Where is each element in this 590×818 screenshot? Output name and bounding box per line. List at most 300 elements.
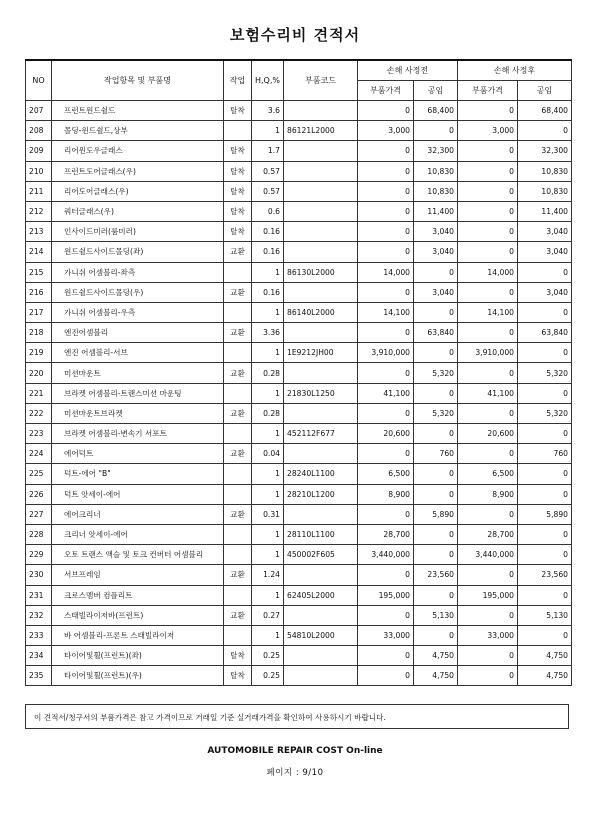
cell-before-labor: 10,830 — [414, 161, 458, 181]
cell-before-parts: 3,440,000 — [358, 545, 414, 565]
cell-before-labor: 11,400 — [414, 201, 458, 221]
cell-before-parts: 0 — [358, 646, 414, 666]
cell-before-labor: 0 — [414, 524, 458, 544]
cell-after-parts: 0 — [458, 666, 518, 686]
cell-item: 리어윈도우글래스 — [52, 141, 224, 161]
cell-after-parts: 0 — [458, 201, 518, 221]
cell-item: 오토 트랜스 액슬 및 토크 컨버터 어셈블리 — [52, 545, 224, 565]
cell-code — [284, 282, 358, 302]
cell-before-labor: 0 — [414, 585, 458, 605]
cell-before-parts: 195,000 — [358, 585, 414, 605]
table-row — [26, 444, 572, 464]
cell-code — [284, 242, 358, 262]
cell-code: 28240L1100 — [284, 464, 358, 484]
cell-code — [284, 101, 358, 121]
cell-after-labor: 0 — [518, 464, 572, 484]
cell-hours: 1 — [252, 625, 284, 645]
cell-after-parts: 33,000 — [458, 625, 518, 645]
cell-hours: 0.28 — [252, 403, 284, 423]
table-row — [26, 363, 572, 383]
cell-before-labor: 5,320 — [414, 403, 458, 423]
cell-no: 235 — [26, 666, 52, 686]
cell-before-labor: 10,830 — [414, 181, 458, 201]
cell-work — [224, 302, 252, 322]
cell-work: 탈착 — [224, 201, 252, 221]
cell-before-labor: 0 — [414, 302, 458, 322]
cell-before-labor: 23,560 — [414, 565, 458, 585]
cell-after-parts: 0 — [458, 444, 518, 464]
cell-no: 218 — [26, 323, 52, 343]
cell-work: 탈착 — [224, 161, 252, 181]
cell-after-parts: 0 — [458, 181, 518, 201]
cell-hours: 1.7 — [252, 141, 284, 161]
cell-hours: 0.16 — [252, 222, 284, 242]
header-item: 작업항목 및 부품명 — [52, 60, 224, 101]
cell-before-parts: 0 — [358, 141, 414, 161]
cell-after-parts: 14,000 — [458, 262, 518, 282]
cell-no: 223 — [26, 424, 52, 444]
cell-after-parts: 3,440,000 — [458, 545, 518, 565]
table-row — [26, 101, 572, 121]
cell-hours: 0.28 — [252, 363, 284, 383]
table-row — [26, 625, 572, 645]
cell-item: 브라켓 어셈블리-트랜스미션 마운팅 — [52, 383, 224, 403]
cell-after-labor: 0 — [518, 262, 572, 282]
cell-after-labor: 760 — [518, 444, 572, 464]
cell-before-parts: 0 — [358, 666, 414, 686]
cell-work — [224, 121, 252, 141]
table-row — [26, 565, 572, 585]
cell-after-labor: 0 — [518, 302, 572, 322]
cell-hours: 0.16 — [252, 282, 284, 302]
cell-no: 230 — [26, 565, 52, 585]
cell-before-parts: 41,100 — [358, 383, 414, 403]
cell-after-labor: 68,400 — [518, 101, 572, 121]
header-no: NO — [26, 60, 52, 101]
cell-after-labor: 4,750 — [518, 666, 572, 686]
footer-brand: AUTOMOBILE REPAIR COST On-line — [207, 746, 383, 756]
cell-work — [224, 343, 252, 363]
cell-no: 220 — [26, 363, 52, 383]
header-after: 손해 사정후 — [458, 60, 572, 81]
cell-before-parts: 0 — [358, 444, 414, 464]
cell-after-labor: 32,300 — [518, 141, 572, 161]
table-row — [26, 222, 572, 242]
cell-after-labor: 11,400 — [518, 201, 572, 221]
cell-no: 208 — [26, 121, 52, 141]
cell-work — [224, 383, 252, 403]
cell-hours: 1 — [252, 484, 284, 504]
cell-item: 엔진 어셈블리-서브 — [52, 343, 224, 363]
cell-hours: 1 — [252, 424, 284, 444]
cell-after-labor: 3,040 — [518, 242, 572, 262]
header-code: 부품코드 — [284, 60, 358, 101]
cell-after-labor: 0 — [518, 121, 572, 141]
cell-item: 윈드쉴드사이드몰딩(좌) — [52, 242, 224, 262]
cell-after-labor: 0 — [518, 484, 572, 504]
cell-no: 211 — [26, 181, 52, 201]
cell-code — [284, 565, 358, 585]
cell-work: 탈착 — [224, 181, 252, 201]
cell-no: 217 — [26, 302, 52, 322]
cell-no: 216 — [26, 282, 52, 302]
header-work: 작업 — [224, 60, 252, 101]
cell-hours: 1.24 — [252, 565, 284, 585]
cell-item: 몰딩-윈드쉴드,상부 — [52, 121, 224, 141]
header-after-parts: 부품가격 — [458, 81, 518, 101]
cell-item: 프런트도어글래스(우) — [52, 161, 224, 181]
cell-before-parts: 14,000 — [358, 262, 414, 282]
cell-hours: 0.6 — [252, 201, 284, 221]
cell-before-labor: 0 — [414, 424, 458, 444]
cell-work — [224, 262, 252, 282]
cell-hours: 3.6 — [252, 101, 284, 121]
cell-no: 228 — [26, 524, 52, 544]
cell-code — [284, 646, 358, 666]
cell-hours: 1 — [252, 545, 284, 565]
table-row — [26, 524, 572, 544]
cell-before-parts: 33,000 — [358, 625, 414, 645]
cell-work: 교환 — [224, 403, 252, 423]
cell-before-parts: 0 — [358, 161, 414, 181]
cell-hours: 0.31 — [252, 504, 284, 524]
cell-before-parts: 0 — [358, 181, 414, 201]
cell-before-parts: 0 — [358, 242, 414, 262]
header-hours: H,Q,% — [252, 60, 284, 101]
cell-work: 탈착 — [224, 646, 252, 666]
cell-work: 교환 — [224, 605, 252, 625]
table-row — [26, 161, 572, 181]
page-number: 페이지 : 9/10 — [266, 768, 324, 778]
cell-after-labor: 5,320 — [518, 363, 572, 383]
cell-item: 가니쉬 어셈블리-우측 — [52, 302, 224, 322]
cell-before-labor: 0 — [414, 464, 458, 484]
cell-code: 28210L1200 — [284, 484, 358, 504]
cell-after-parts: 0 — [458, 646, 518, 666]
cell-work: 교환 — [224, 363, 252, 383]
cell-after-labor: 0 — [518, 625, 572, 645]
cell-after-parts: 0 — [458, 504, 518, 524]
cell-before-parts: 0 — [358, 605, 414, 625]
document-title: 보험수리비 견적서 — [229, 26, 361, 44]
cell-after-labor: 63,840 — [518, 323, 572, 343]
table-row — [26, 504, 572, 524]
cell-code: 62405L2000 — [284, 585, 358, 605]
cell-hours: 1 — [252, 302, 284, 322]
cell-after-labor: 23,560 — [518, 565, 572, 585]
cell-before-labor: 5,320 — [414, 363, 458, 383]
header-before: 손해 사정전 — [358, 60, 458, 81]
cell-work: 교환 — [224, 323, 252, 343]
cell-work: 탈착 — [224, 222, 252, 242]
cell-after-parts: 0 — [458, 222, 518, 242]
cell-code — [284, 181, 358, 201]
cell-hours: 3.36 — [252, 323, 284, 343]
table-row — [26, 262, 572, 282]
cell-no: 215 — [26, 262, 52, 282]
table-row — [26, 121, 572, 141]
cell-item: 윈드쉴드사이드몰딩(우) — [52, 282, 224, 302]
cell-no: 214 — [26, 242, 52, 262]
cell-item: 덕트-에어 "B" — [52, 464, 224, 484]
cell-after-parts: 0 — [458, 101, 518, 121]
cell-work: 교환 — [224, 282, 252, 302]
cell-item: 브라켓 어셈블리-변속기 서포트 — [52, 424, 224, 444]
cell-hours: 0.57 — [252, 181, 284, 201]
cell-before-labor: 32,300 — [414, 141, 458, 161]
cell-no: 231 — [26, 585, 52, 605]
table-row — [26, 484, 572, 504]
cell-before-parts: 3,910,000 — [358, 343, 414, 363]
cell-work — [224, 545, 252, 565]
cell-item: 에어덕트 — [52, 444, 224, 464]
cell-after-parts: 0 — [458, 282, 518, 302]
table-row — [26, 585, 572, 605]
cell-after-parts: 28,700 — [458, 524, 518, 544]
cell-code: 54810L2000 — [284, 625, 358, 645]
cell-after-parts: 195,000 — [458, 585, 518, 605]
cell-code — [284, 161, 358, 181]
cell-work: 탈착 — [224, 101, 252, 121]
cell-item: 타이어및휠(프런트)(우) — [52, 666, 224, 686]
cell-after-labor: 0 — [518, 545, 572, 565]
cell-after-parts: 0 — [458, 141, 518, 161]
cell-work: 교환 — [224, 565, 252, 585]
cell-work: 교환 — [224, 444, 252, 464]
cell-no: 227 — [26, 504, 52, 524]
cell-after-labor: 10,830 — [518, 181, 572, 201]
cell-code — [284, 403, 358, 423]
cell-before-labor: 0 — [414, 121, 458, 141]
cell-hours: 0.25 — [252, 666, 284, 686]
cell-no: 210 — [26, 161, 52, 181]
table-row — [26, 424, 572, 444]
cell-before-labor: 0 — [414, 262, 458, 282]
cell-hours: 1 — [252, 343, 284, 363]
header-row-1 — [26, 60, 572, 81]
cell-after-parts: 14,100 — [458, 302, 518, 322]
cell-hours: 1 — [252, 524, 284, 544]
cell-after-labor: 5,890 — [518, 504, 572, 524]
cell-after-labor: 0 — [518, 383, 572, 403]
cell-item: 미션마운트브라켓 — [52, 403, 224, 423]
cell-item: 크리너 앗세이-에어 — [52, 524, 224, 544]
cell-before-parts: 0 — [358, 222, 414, 242]
cell-item: 크로스멤버 컴플리트 — [52, 585, 224, 605]
cell-before-parts: 0 — [358, 282, 414, 302]
cell-before-labor: 760 — [414, 444, 458, 464]
cell-after-parts: 0 — [458, 242, 518, 262]
cell-before-parts: 14,100 — [358, 302, 414, 322]
cell-after-parts: 0 — [458, 565, 518, 585]
cell-hours: 1 — [252, 383, 284, 403]
cell-before-labor: 5,130 — [414, 605, 458, 625]
cell-after-labor: 5,130 — [518, 605, 572, 625]
table-row — [26, 646, 572, 666]
cell-before-labor: 3,040 — [414, 222, 458, 242]
cell-before-parts: 0 — [358, 201, 414, 221]
cell-after-labor: 3,040 — [518, 222, 572, 242]
cell-after-parts: 3,000 — [458, 121, 518, 141]
cell-hours: 0.27 — [252, 605, 284, 625]
cell-hours: 1 — [252, 585, 284, 605]
header-before-parts: 부품가격 — [358, 81, 414, 101]
cell-item: 타이어및휠(프런트)(좌) — [52, 646, 224, 666]
cell-code: 452112F677 — [284, 424, 358, 444]
cell-before-labor: 3,040 — [414, 282, 458, 302]
cell-code — [284, 201, 358, 221]
estimate-table-body — [26, 101, 572, 686]
cell-code: 1E9212JH00 — [284, 343, 358, 363]
header-after-labor: 공임 — [518, 81, 572, 101]
cell-before-parts: 0 — [358, 101, 414, 121]
table-row — [26, 383, 572, 403]
cell-hours: 0.57 — [252, 161, 284, 181]
table-row — [26, 141, 572, 161]
cell-no: 226 — [26, 484, 52, 504]
cell-item: 리어도어글래스(우) — [52, 181, 224, 201]
cell-work: 탈착 — [224, 141, 252, 161]
table-row — [26, 201, 572, 221]
cell-code: 86140L2000 — [284, 302, 358, 322]
cell-before-labor: 0 — [414, 484, 458, 504]
cell-after-parts: 0 — [458, 161, 518, 181]
cell-no: 225 — [26, 464, 52, 484]
cell-no: 209 — [26, 141, 52, 161]
cell-work: 교환 — [224, 504, 252, 524]
cell-after-parts: 41,100 — [458, 383, 518, 403]
cell-before-labor: 0 — [414, 343, 458, 363]
cell-before-parts: 0 — [358, 363, 414, 383]
cell-after-parts: 0 — [458, 323, 518, 343]
cell-item: 인사이드미러(룸미러) — [52, 222, 224, 242]
cell-before-parts: 0 — [358, 403, 414, 423]
cell-no: 234 — [26, 646, 52, 666]
cell-before-parts: 0 — [358, 504, 414, 524]
cell-item: 바 어셈블리-프론트 스태빌라이저 — [52, 625, 224, 645]
cell-no: 207 — [26, 101, 52, 121]
cell-no: 212 — [26, 201, 52, 221]
cell-hours: 1 — [252, 262, 284, 282]
table-row — [26, 545, 572, 565]
cell-item: 엔진어셈블리 — [52, 323, 224, 343]
cell-code — [284, 323, 358, 343]
cell-item: 프런트윈드쉴드 — [52, 101, 224, 121]
cell-item: 에어크리너 — [52, 504, 224, 524]
cell-before-labor: 3,040 — [414, 242, 458, 262]
cell-code: 450002F605 — [284, 545, 358, 565]
cell-code — [284, 363, 358, 383]
cell-code: 28110L1100 — [284, 524, 358, 544]
cell-work — [224, 625, 252, 645]
cell-after-parts: 0 — [458, 403, 518, 423]
cell-work: 탈착 — [224, 666, 252, 686]
cell-before-parts: 0 — [358, 323, 414, 343]
table-row — [26, 242, 572, 262]
cell-item: 스태빌라이저바(프런트) — [52, 605, 224, 625]
cell-after-labor: 0 — [518, 524, 572, 544]
cell-hours: 1 — [252, 464, 284, 484]
cell-after-labor: 0 — [518, 585, 572, 605]
cell-after-labor: 0 — [518, 343, 572, 363]
cell-hours: 0.25 — [252, 646, 284, 666]
cell-no: 229 — [26, 545, 52, 565]
estimate-table — [25, 59, 572, 686]
cell-after-parts: 3,910,000 — [458, 343, 518, 363]
cell-before-parts: 28,700 — [358, 524, 414, 544]
cell-after-labor: 3,040 — [518, 282, 572, 302]
cell-no: 224 — [26, 444, 52, 464]
cell-no: 222 — [26, 403, 52, 423]
cell-before-parts: 20,600 — [358, 424, 414, 444]
cell-hours: 1 — [252, 121, 284, 141]
cell-work — [224, 464, 252, 484]
cell-item: 미션마운트 — [52, 363, 224, 383]
cell-after-parts: 8,900 — [458, 484, 518, 504]
cell-before-labor: 0 — [414, 625, 458, 645]
cell-code: 21830L1250 — [284, 383, 358, 403]
cell-work — [224, 585, 252, 605]
cell-before-labor: 0 — [414, 383, 458, 403]
table-row — [26, 666, 572, 686]
cell-before-labor: 68,400 — [414, 101, 458, 121]
cell-before-labor: 5,890 — [414, 504, 458, 524]
cell-before-parts: 0 — [358, 565, 414, 585]
cell-code — [284, 605, 358, 625]
cell-work — [224, 524, 252, 544]
cell-work: 교환 — [224, 242, 252, 262]
cell-before-labor: 4,750 — [414, 646, 458, 666]
table-row — [26, 464, 572, 484]
cell-before-parts: 6,500 — [358, 464, 414, 484]
cell-item: 가니쉬 어셈블리-좌측 — [52, 262, 224, 282]
cell-before-labor: 63,840 — [414, 323, 458, 343]
cell-code — [284, 504, 358, 524]
table-row — [26, 343, 572, 363]
cell-hours: 0.16 — [252, 242, 284, 262]
cell-code — [284, 444, 358, 464]
cell-after-labor: 5,320 — [518, 403, 572, 423]
table-row — [26, 282, 572, 302]
cell-no: 213 — [26, 222, 52, 242]
cell-no: 219 — [26, 343, 52, 363]
table-row — [26, 181, 572, 201]
cell-code: 86121L2000 — [284, 121, 358, 141]
cell-no: 232 — [26, 605, 52, 625]
table-row — [26, 302, 572, 322]
cell-code — [284, 141, 358, 161]
cell-no: 221 — [26, 383, 52, 403]
cell-code — [284, 666, 358, 686]
cell-hours: 0.04 — [252, 444, 284, 464]
cell-after-labor: 0 — [518, 424, 572, 444]
cell-after-labor: 10,830 — [518, 161, 572, 181]
cell-before-parts: 8,900 — [358, 484, 414, 504]
cell-after-labor: 4,750 — [518, 646, 572, 666]
disclaimer-note: 이 견적서/청구서의 부품가격은 참고 가격이므로 거래일 기준 실거래가격을 확인하여 사용하시기 바랍니다. — [25, 704, 569, 729]
cell-item: 쿼터글래스(우) — [52, 201, 224, 221]
cell-before-labor: 4,750 — [414, 666, 458, 686]
cell-before-parts: 3,000 — [358, 121, 414, 141]
cell-code — [284, 222, 358, 242]
cell-after-parts: 0 — [458, 605, 518, 625]
table-row — [26, 605, 572, 625]
cell-after-parts: 20,600 — [458, 424, 518, 444]
cell-before-labor: 0 — [414, 545, 458, 565]
table-row — [26, 403, 572, 423]
header-before-labor: 공임 — [414, 81, 458, 101]
cell-item: 서브프레임 — [52, 565, 224, 585]
